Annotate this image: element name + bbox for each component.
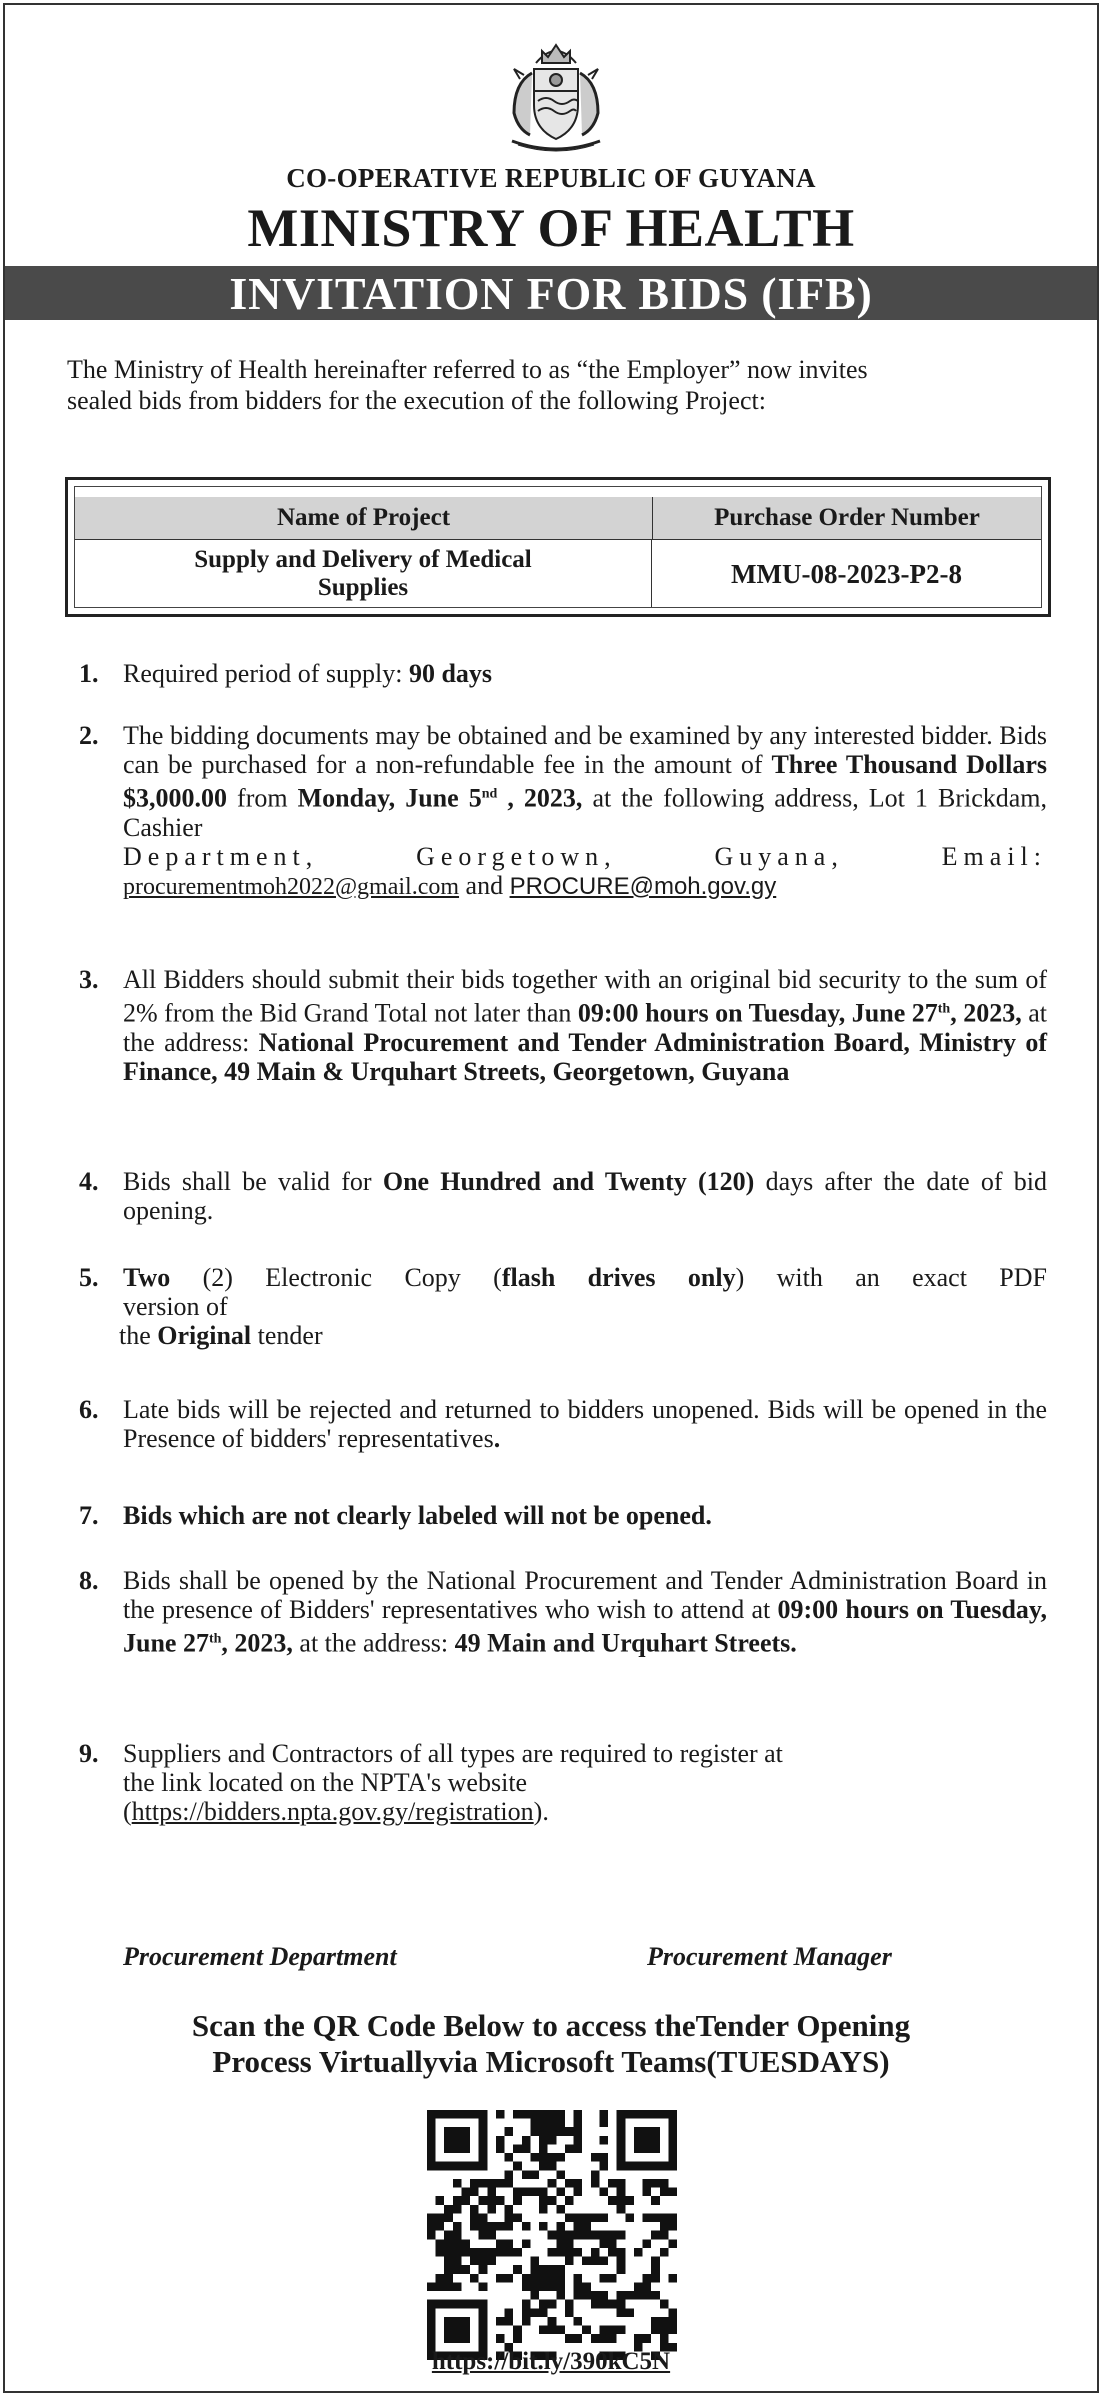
email-link[interactable]: procurementmoh2022@gmail.com [123, 873, 460, 900]
header-po-number: Purchase Order Number [714, 504, 980, 531]
ifb-title: INVITATION FOR BIDS (IFB) [229, 267, 873, 319]
list-item-9: 9. Suppliers and Contractors of all types are required to register at the link located on the NPTA's website (https://bidders.npta.gov.gy/registration). [79, 1739, 783, 1826]
header-project-name: Name of Project [75, 497, 653, 539]
list-item-7: 7. Bids which are not clearly labeled will not be opened. [79, 1501, 712, 1530]
list-item-2: 2. The bidding documents may be obtained and be examined by any interested bidder. Bids can be purchased for a non-refundable fee in the amount of Three Thousand Dollars $3,000.00 from Monday, June 5nd , 2023, at the following address, Lot 1 Brickdam, Cashier Department, Georgetown, Guyana, Email: procurementmoh2022@gmail.com and PROCURE@moh.gov.gy [79, 721, 1048, 900]
list-item-5: 5. Two (2) Electronic Copy (flash drives only) with an exact PDF version of the Original tender [79, 1263, 1047, 1350]
list-item-1: 1. Required period of supply: 90 days [79, 659, 493, 688]
tender-opening-link[interactable]: https://bit.ly/390kC5N [431, 2348, 671, 2375]
item-number: 1. [79, 659, 99, 688]
ifb-notice [3, 3, 1099, 2393]
ministry-name: MINISTRY OF HEALTH [247, 198, 855, 258]
signature-procurement-manager: Procurement Manager [647, 1942, 892, 1971]
project-table [65, 477, 1051, 617]
item-number: 8. [79, 1566, 99, 1595]
item-number: 9. [79, 1739, 99, 1768]
item-number: 2. [79, 721, 99, 750]
item-number: 4. [79, 1167, 99, 1196]
cell-po-number: MMU-08-2023-P2-8 [731, 558, 962, 589]
intro-line: sealed bids from bidders for the execution of the following Project: [67, 386, 766, 415]
table-header-row [75, 497, 1041, 540]
country-name: CO-OPERATIVE REPUBLIC OF GUYANA [286, 163, 816, 193]
item-number: 6. [79, 1395, 99, 1424]
email-link[interactable]: PROCURE@moh.gov.gy [509, 872, 777, 900]
cell-project-name: Supply and Delivery of Medical Supplies [75, 540, 652, 607]
ifb-banner [5, 266, 1097, 320]
qr-code-icon[interactable] [427, 2110, 677, 2360]
npta-registration-link[interactable]: https://bidders.npta.gov.gy/registration [131, 1797, 534, 1826]
intro-paragraph [67, 354, 1047, 416]
guyana-coat-of-arms-icon [492, 33, 620, 161]
list-item-3: 3. All Bidders should submit their bids together with an original bid security to the sum of 2% from the Bid Grand Total not later than 09:00 hours on Tuesday, June 27th, 2023, at the address: National Procurement and Tender Administration Board, Ministry of Finance, 49 Main & Urquhart Streets, Georgetown, Guyana [79, 965, 1047, 1086]
signature-procurement-department: Procurement Department [123, 1942, 397, 1971]
item-number: 3. [79, 965, 99, 994]
list-item-6: 6. Late bids will be rejected and returned to bidders unopened. Bids will be opened in the Presence of bidders' representatives. [79, 1395, 1047, 1453]
list-item-4: 4. Bids shall be valid for One Hundred and Twenty (120) days after the date of bid opening. [79, 1167, 1047, 1225]
item-number: 7. [79, 1501, 99, 1530]
intro-line: The Ministry of Health hereinafter referred to as “the Employer” now invites [67, 355, 868, 384]
qr-heading: Scan the QR Code Below to access theTender Opening Process Virtuallyvia Microsoft Teams(TUESDAYS) [191, 2008, 911, 2079]
table-row [75, 540, 1041, 607]
item-number: 5. [79, 1263, 99, 1292]
list-item-8: 8. Bids shall be opened by the National Procurement and Tender Administration Board in the presence of Bidders' representatives who wish to attend at 09:00 hours on Tuesday, June 27th, 2023, at the address: 49 Main and Urquhart Streets. [79, 1566, 1047, 1658]
